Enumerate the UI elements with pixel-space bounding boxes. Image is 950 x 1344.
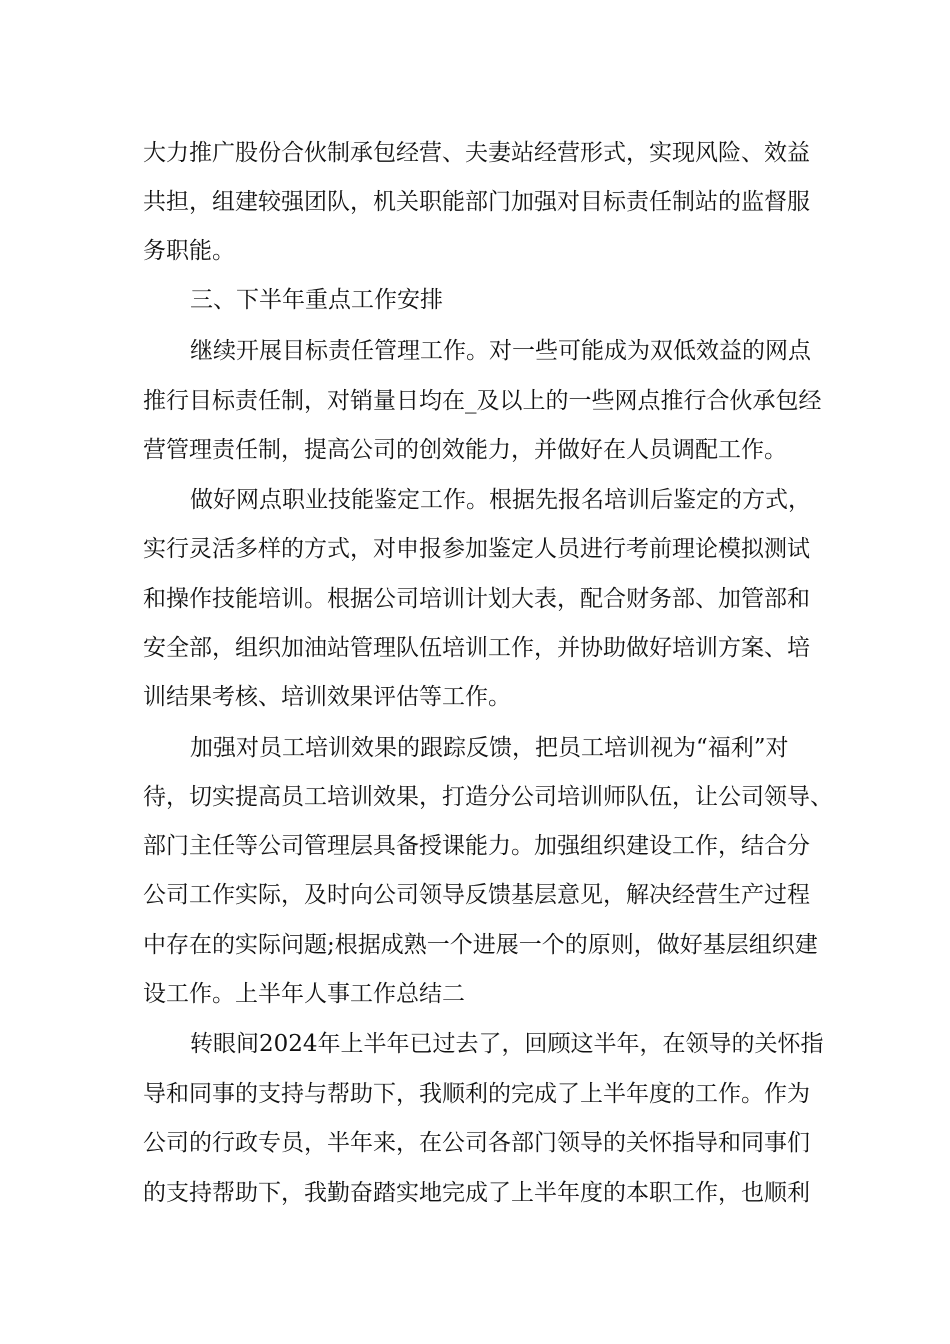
text-line: 转眼间2024年上半年已过去了，回顾这半年，在领导的关怀指: [190, 1031, 824, 1057]
text-line: 中存在的实际问题;根据成熟一个进展一个的原则，做好基层组织建: [143, 932, 818, 958]
text-line: 加强对员工培训效果的跟踪反馈，把员工培训视为“福利”对: [190, 735, 789, 761]
text-line: 推行目标责任制，对销量日均在_及以上的一些网点推行合伙承包经: [143, 388, 822, 414]
section-heading: 三、下半年重点工作安排: [190, 287, 443, 313]
text-line: 部门主任等公司管理层具备授课能力。加强组织建设工作，结合分: [143, 833, 810, 859]
text-line: 训结果考核、培训效果评估等工作。: [143, 684, 511, 710]
text-line: 营管理责任制，提高公司的创效能力，并做好在人员调配工作。: [143, 437, 787, 463]
text-line: 公司的行政专员，半年来，在公司各部门领导的关怀指导和同事们: [143, 1130, 810, 1156]
text-line: 导和同事的支持与帮助下，我顺利的完成了上半年度的工作。作为: [143, 1081, 810, 1107]
text-line: 实行灵活多样的方式，对申报参加鉴定人员进行考前理论模拟测试: [143, 536, 810, 562]
text-line: 做好网点职业技能鉴定工作。根据先报名培训后鉴定的方式，: [190, 487, 811, 513]
text-line: 共担，组建较强团队，机关职能部门加强对目标责任制站的监督服: [143, 189, 810, 215]
text-line: 公司工作实际，及时向公司领导反馈基层意见，解决经营生产过程: [143, 882, 810, 908]
text-line: 待，切实提高员工培训效果，打造分公司培训师队伍，让公司领导、: [143, 784, 833, 810]
text-line: 的支持帮助下，我勤奋踏实地完成了上半年度的本职工作，也顺利: [143, 1180, 810, 1206]
text-line: 务职能。: [143, 238, 235, 264]
text-line: 继续开展目标责任管理工作。对一些可能成为双低效益的网点: [190, 338, 811, 364]
text-line: 安全部，组织加油站管理队伍培训工作，并协助做好培训方案、培: [143, 635, 810, 661]
text-line: 大力推广股份合伙制承包经营、夫妻站经营形式，实现风险、效益: [143, 140, 810, 166]
text-line: 和操作技能培训。根据公司培训计划大表，配合财务部、加管部和: [143, 586, 810, 612]
text-line: 设工作。上半年人事工作总结二: [143, 981, 465, 1007]
